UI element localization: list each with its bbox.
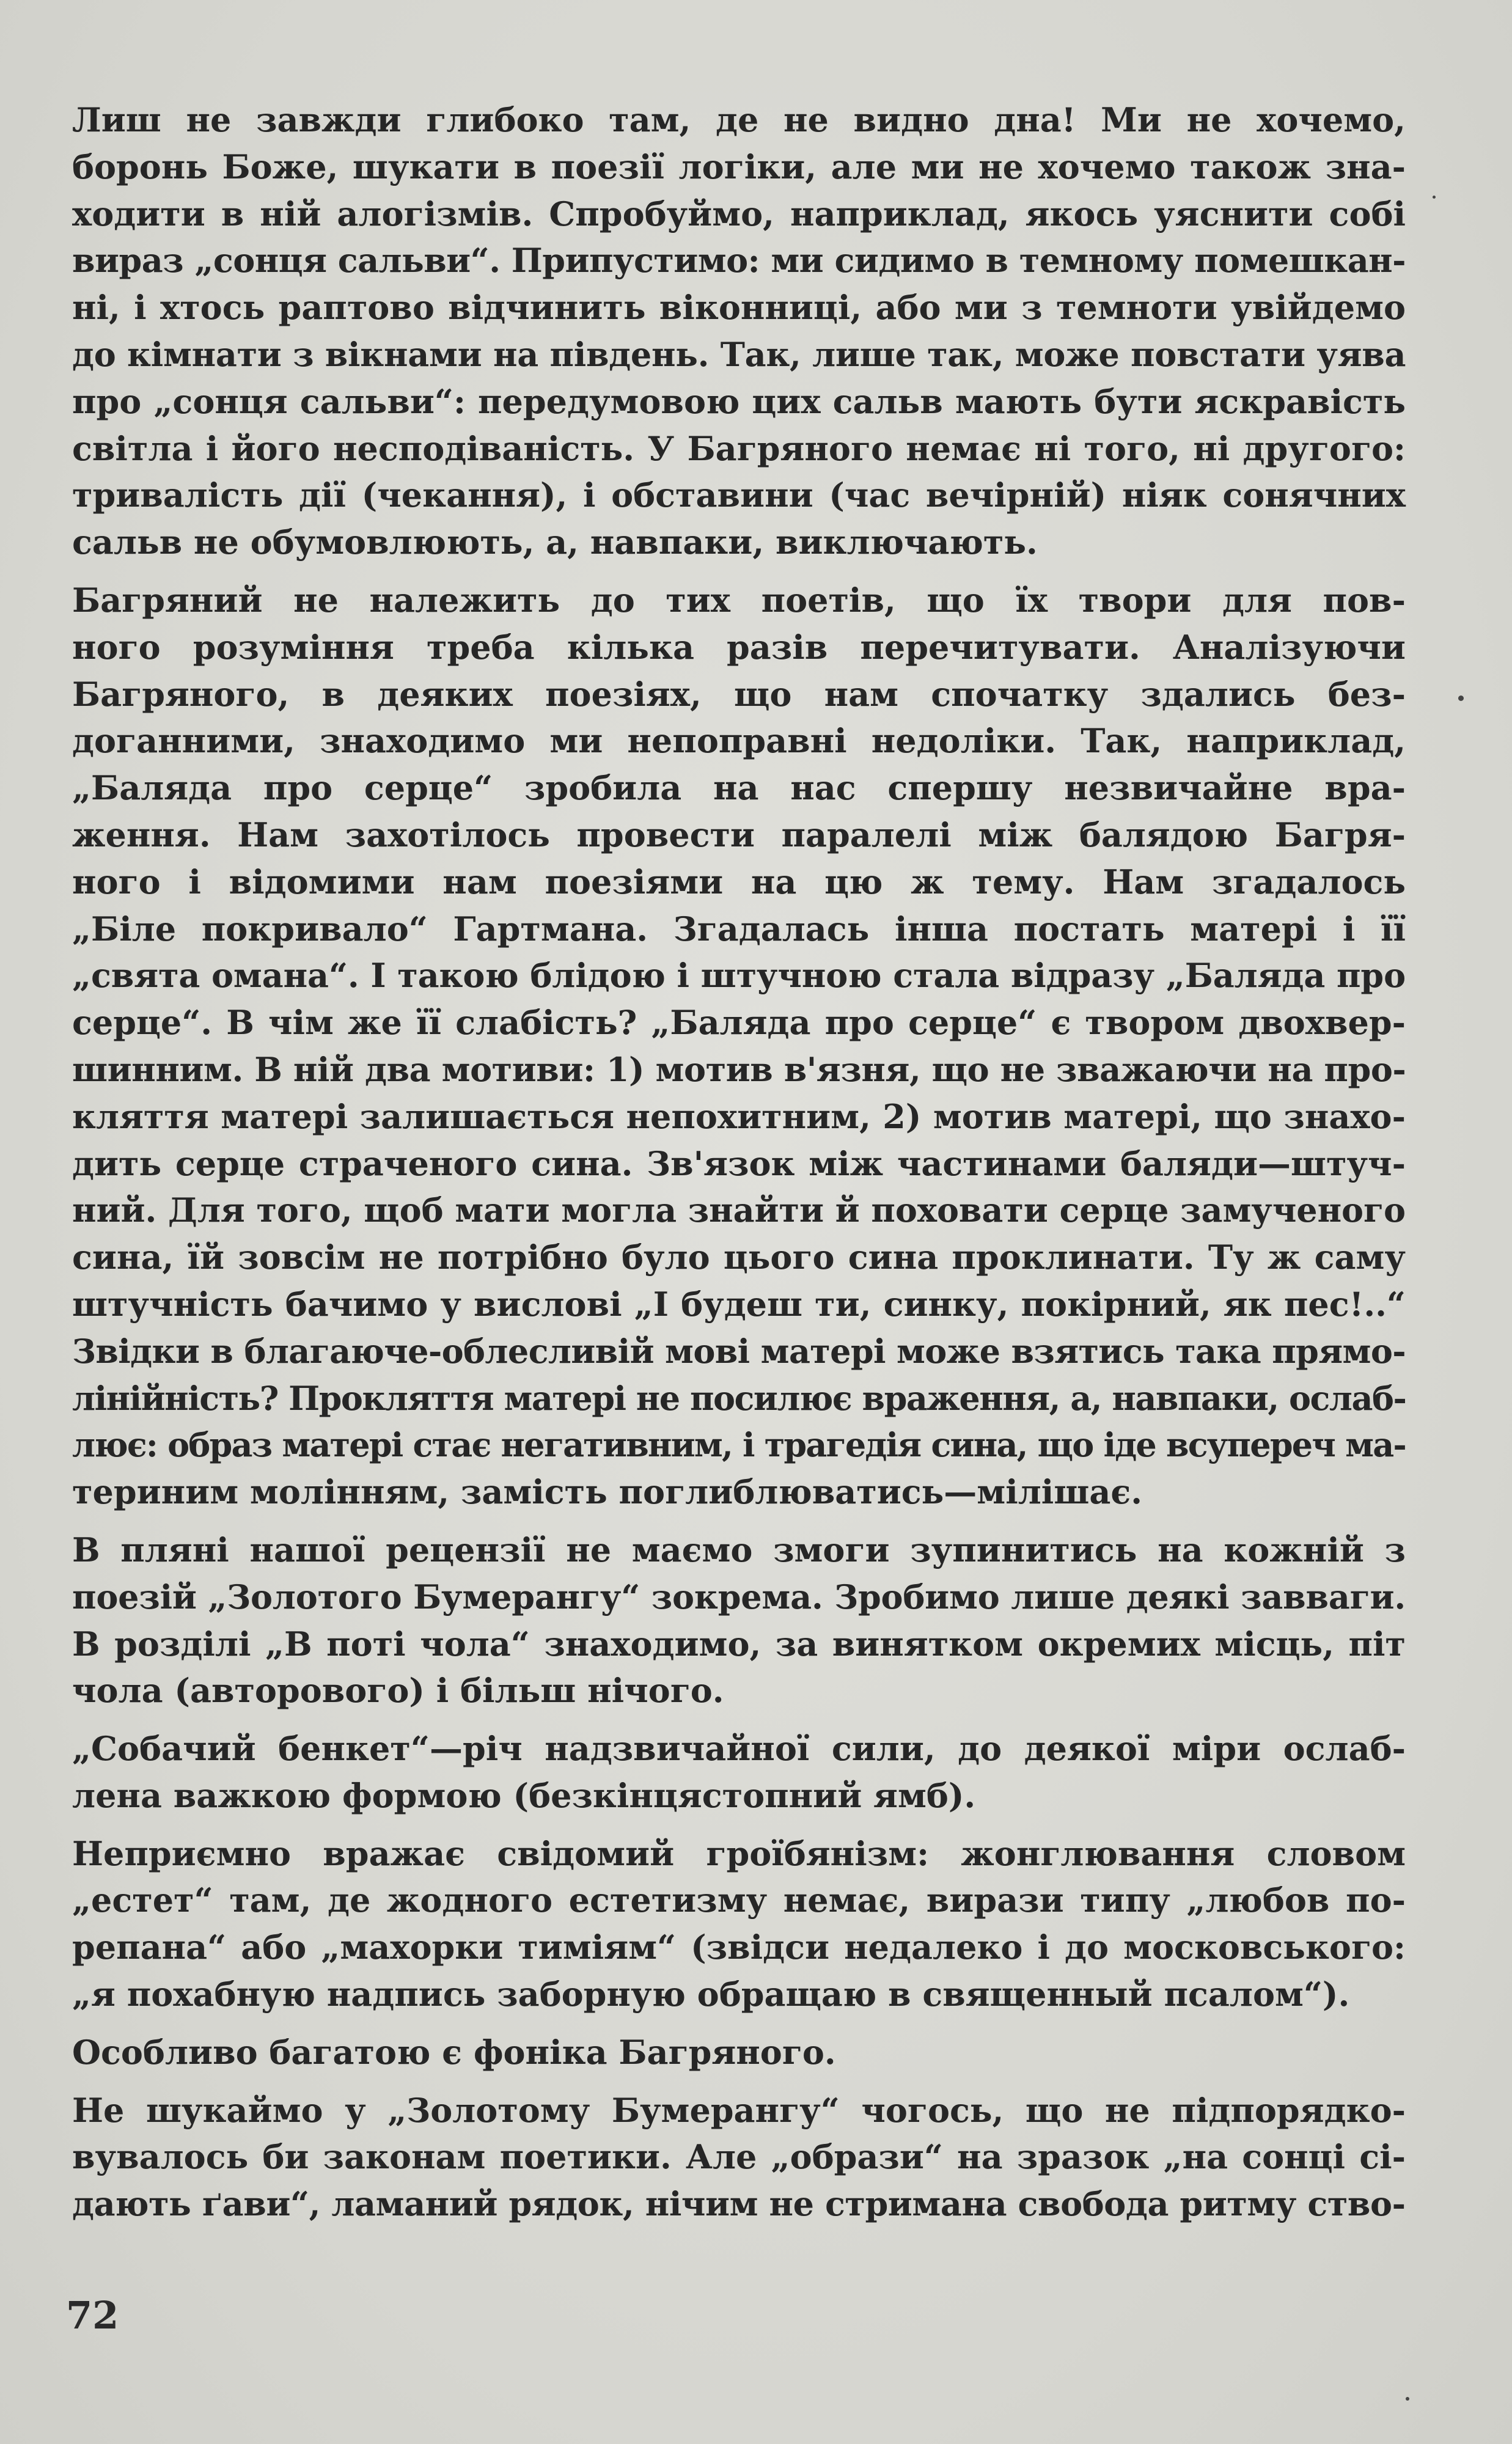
text-line: Неприємно вражає свідомий гроїбянізм: жонглювання словом xyxy=(72,1833,1406,1873)
text-line: Багряний не належить до тих поетів, що їх твори для пов- xyxy=(72,580,1406,620)
paragraph xyxy=(72,1527,1406,1714)
text-line: лює: образ матері стає негативним, і трагедія сина, що іде всупереч ма- xyxy=(72,1425,1406,1465)
body-text xyxy=(72,97,1406,2228)
text-line: поезій „Золотого Бумерангу“ зокрема. Зробимо лише деякі завваги. xyxy=(72,1577,1406,1616)
text-line: „Собачий бенкет“—річ надзвичайної сили, до деякої міри ослаб- xyxy=(72,1729,1406,1769)
text-line: „естет“ там, де жодного естетизму немає, вирази типу „любов по- xyxy=(72,1881,1406,1920)
text-line: ний. Для того, щоб мати могла знайти й поховати серце замученого xyxy=(72,1191,1406,1230)
paragraph xyxy=(72,1725,1406,1819)
text-line: вувалось би законам поетики. Але „образи“ на зразок „на сонці сі- xyxy=(72,2137,1406,2177)
text-line: В пляні нашої рецензії не маємо змоги зупинитись на кожній з xyxy=(72,1530,1406,1569)
text-line: про „сонця сальви“: передумовою цих сальв мають бути яскравість xyxy=(72,381,1406,421)
text-line: лена важкою формою (безкінцястопний ямб). xyxy=(72,1775,976,1815)
ink-speck xyxy=(1458,695,1464,701)
text-line: сальв не обумовлюють, а, навпаки, виключають. xyxy=(72,523,1038,562)
paragraph xyxy=(72,2087,1406,2228)
text-line: В розділі „В поті чола“ знаходимо, за винятком окремих місць, піт xyxy=(72,1624,1406,1664)
text-line: териним молінням, замість поглиблюватись—мілішає. xyxy=(72,1472,1143,1512)
paragraph xyxy=(72,97,1406,566)
page-number: 72 xyxy=(66,2293,119,2338)
text-line: штучність бачимо у вислові „І будеш ти, синку, покірний, як пес!..“ xyxy=(72,1284,1406,1324)
text-line: „я похабную надпись заборную обращаю в священный псалом“). xyxy=(72,1975,1350,2014)
text-line: сина, їй зовсім не потрібно було цього сина проклинати. Ту ж саму xyxy=(72,1238,1406,1277)
text-line: ного розуміння треба кілька разів перечитувати. Аналізуючи xyxy=(72,627,1406,667)
paragraph xyxy=(72,577,1406,1516)
text-line: „Баляда про серце“ зробила на нас спершу незвичайне вра- xyxy=(72,768,1406,808)
text-line: Звідки в благаюче-облесливій мові матері може взятись така прямо- xyxy=(72,1331,1406,1371)
text-line: тривалість дії (чекання), і обставини (час вечірній) ніяк сонячних xyxy=(72,475,1406,515)
text-line: чола (авторового) і більш нічого. xyxy=(72,1671,724,1711)
text-line: Багряного, в деяких поезіях, що нам спочатку здались без- xyxy=(72,674,1406,714)
paragraph-gap xyxy=(72,1516,1406,1527)
text-line: „свята омана“. І такою блідою і штучною стала відразу „Баляда про xyxy=(72,956,1406,996)
text-line: дають ґави“, ламаний рядок, нічим не стримана свобода ритму ство- xyxy=(72,2184,1406,2224)
text-line: репана“ або „махорки тиміям“ (звідси недалеко і до московського: xyxy=(72,1928,1406,1967)
paragraph xyxy=(72,1830,1406,2018)
paragraph-gap xyxy=(72,2076,1406,2087)
text-line: Не шукаймо у „Золотому Бумерангу“ чогось, що не підпорядко- xyxy=(72,2090,1406,2130)
text-line: серце“. В чім же її слабість? „Баляда про серце“ є твором двохвер- xyxy=(72,1003,1406,1043)
text-line: боронь Боже, шукати в поезії логіки, але ми не хочемо також зна- xyxy=(72,147,1406,186)
text-line: кляття матері залишається непохитним, 2) мотив матері, що знахо- xyxy=(72,1096,1406,1136)
ink-speck xyxy=(1433,196,1436,199)
text-line: світла і його несподіваність. У Багряного немає ні того, ні другого: xyxy=(72,428,1406,468)
text-line: „Біле покривало“ Гартмана. Згадалась інша постать матері і її xyxy=(72,909,1406,949)
text-line: ження. Нам захотілось провести паралелі між балядою Багря- xyxy=(72,815,1406,854)
paragraph-gap xyxy=(72,2018,1406,2029)
text-line: Особливо багатою є фоніка Багряного. xyxy=(72,2032,836,2072)
ink-speck xyxy=(1406,2397,1409,2401)
text-line: лінійність? Прокляття матері не посилює враження, а, навпаки, ослаб- xyxy=(72,1378,1406,1418)
text-line: шинним. В ній два мотиви: 1) мотив в'язня, що не зважаючи на про- xyxy=(72,1049,1406,1089)
paragraph-gap xyxy=(72,566,1406,577)
paragraph-gap xyxy=(72,1714,1406,1725)
text-line: дить серце страченого сина. Зв'язок між частинами баляди—штуч- xyxy=(72,1143,1406,1183)
text-line: до кімнати з вікнами на південь. Так, лише так, може повстати уява xyxy=(72,334,1406,374)
text-line: ходити в ній алогізмів. Спробуймо, наприклад, якось уяснити собі xyxy=(72,194,1406,233)
text-line: ного і відомими нам поезіями на цю ж тему. Нам згадалось xyxy=(72,862,1406,901)
text-line: доганними, знаходимо ми непоправні недоліки. Так, наприклад, xyxy=(72,721,1406,761)
paragraph-gap xyxy=(72,1819,1406,1830)
text-line: Лиш не завжди глибоко там, де не видно дна! Ми не хочемо, xyxy=(72,100,1406,139)
text-line: вираз „сонця сальви“. Припустимо: ми сидимо в темному помешкан- xyxy=(72,241,1406,281)
paragraph xyxy=(72,2029,1406,2076)
text-line: ні, і хтось раптово відчинить віконниці, або ми з темноти увійдемо xyxy=(72,288,1406,328)
